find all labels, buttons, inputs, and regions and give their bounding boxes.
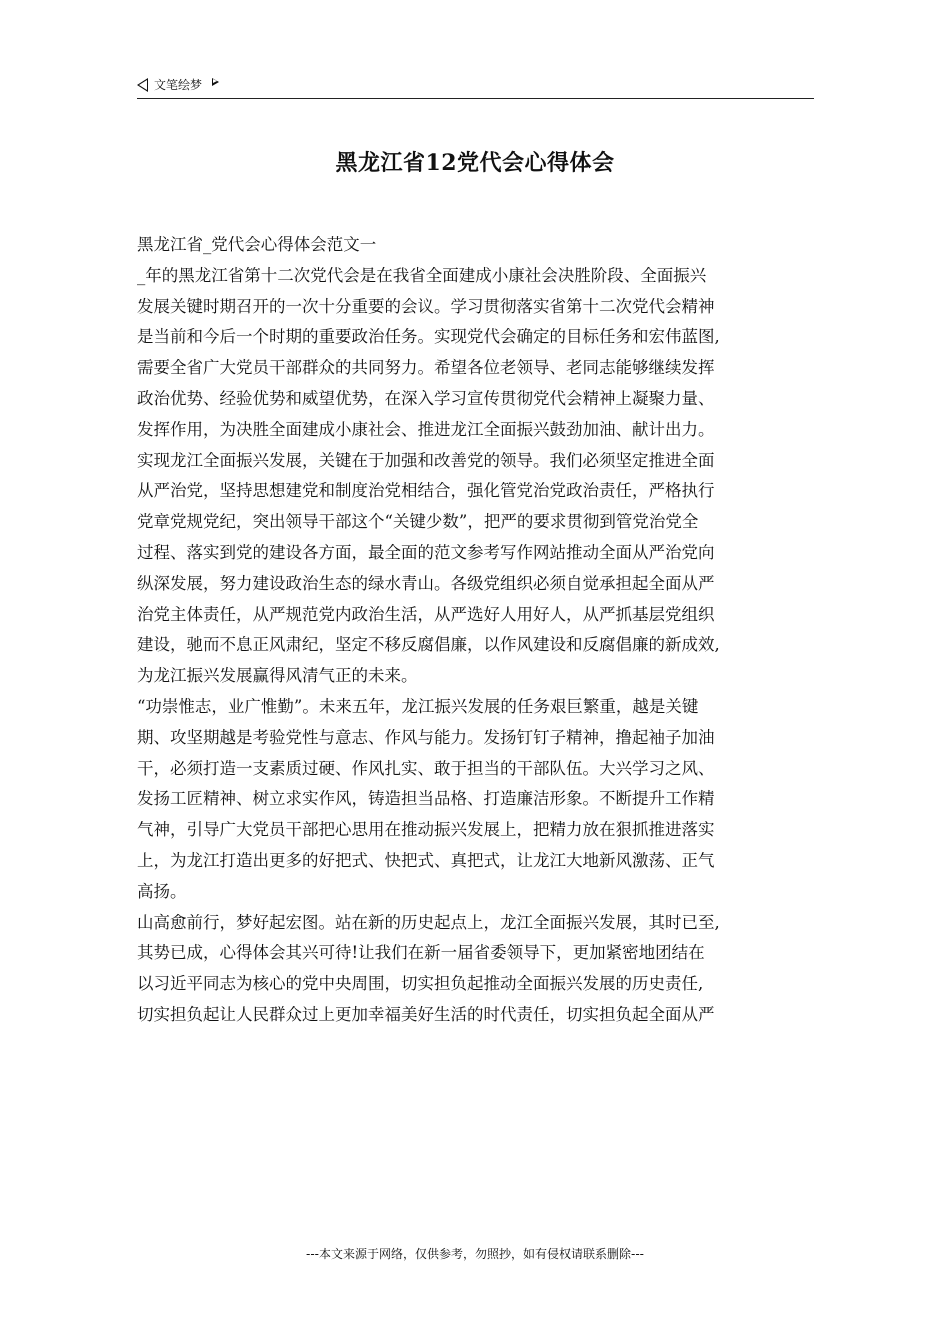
- body-text-line: 发展关键时期召开的一次十分重要的会议。学习贯彻落实省第十二次党代会精神: [137, 296, 715, 316]
- body-text-line: 为龙江振兴发展赢得风清气正的未来。: [137, 666, 418, 686]
- body-text-line: 上，为龙江打造出更多的好把式、快把式、真把式，让龙江大地新风激荡、正气: [137, 850, 715, 870]
- body-text-line: 建设，驰而不息正风肃纪，坚定不移反腐倡廉，以作风建设和反腐倡廉的新成效,: [137, 635, 720, 655]
- body-text-line: 发挥作用，为决胜全面建成小康社会、推进龙江全面振兴鼓劲加油、献计出力。: [137, 419, 715, 439]
- body-text-line: 气神，引导广大党员干部把心思用在推动振兴发展上，把精力放在狠抓推进落实: [137, 820, 715, 840]
- header-brand: [137, 76, 219, 93]
- body-text-line: 发扬工匠精神、树立求实作风，铸造担当品格、打造廉洁形象。不断提升工作精: [137, 789, 715, 809]
- triangle-right-icon: [212, 78, 219, 86]
- body-text-line: 黑龙江省_党代会心得体会范文一: [137, 235, 377, 254]
- body-text-line: 切实担负起让人民群众过上更加幸福美好生活的时代责任，切实担负起全面从严: [137, 1004, 715, 1024]
- body-text-line: 实现龙江全面振兴发展，关键在于加强和改善党的领导。我们必须坚定推进全面: [137, 450, 715, 470]
- body-text-line: 以习近平同志为核心的党中央周围，切实担负起推动全面振兴发展的历史责任,: [137, 974, 704, 994]
- body-text-line: 山高愈前行，梦好起宏图。站在新的历史起点上，龙江全面振兴发展，其时已至,: [137, 912, 720, 932]
- body-text-line: 纵深发展，努力建设政治生态的绿水青山。各级党组织必须自觉承担起全面从严: [137, 573, 715, 593]
- document-title: 黑龙江省12党代会心得体会: [335, 150, 615, 176]
- body-text-line: 需要全省广大党员干部群众的共同努力。希望各位老领导、老同志能够继续发挥: [137, 358, 715, 378]
- triangle-left-icon: [137, 78, 148, 92]
- body-text-line: 过程、落实到党的建设各方面，最全面的范文参考写作网站推动全面从严治党向: [137, 542, 715, 562]
- body-text-line: 政治优势、经验优势和威望优势，在深入学习宣传贯彻党代会精神上凝聚力量、: [137, 388, 715, 408]
- body-text-line: 期、攻坚期越是考验党性与意志、作风与能力。发扬钉钉子精神，撸起袖子加油: [137, 727, 715, 747]
- page-header: [137, 74, 814, 99]
- body-text-line: “功崇惟志，业广惟勤”。未来五年，龙江振兴发展的任务艰巨繁重，越是关键: [137, 696, 699, 716]
- page-footer: ---本文来源于网络，仅供参考，勿照抄，如有侵权请联系删除---: [306, 1247, 644, 1261]
- body-text-line: 治党主体责任，从严规范党内政治生活，从严选好人用好人，从严抓基层党组织: [137, 604, 715, 624]
- body-text-line: 其势已成，心得体会其兴可待!让我们在新一届省委领导下，更加紧密地团结在: [137, 943, 705, 963]
- body-text-line: _年的黑龙江省第十二次党代会是在我省全面建成小康社会决胜阶段、全面振兴: [137, 265, 707, 285]
- body-text-line: 是当前和今后一个时期的重要政治任务。实现党代会确定的目标任务和宏伟蓝图,: [137, 327, 720, 347]
- document-body: [137, 230, 817, 1031]
- body-text-line: 党章党规党纪，突出领导干部这个“关键少数”，把严的要求贯彻到管党治党全: [137, 512, 699, 532]
- body-text-line: 从严治党，坚持思想建党和制度治党相结合，强化管党治党政治责任，严格执行: [137, 481, 715, 501]
- body-text-line: 干，必须打造一支素质过硬、作风扎实、敢于担当的干部队伍。大兴学习之风、: [137, 758, 715, 778]
- body-text-line: 高扬。: [137, 881, 187, 901]
- header-brand-text: 文笔绘梦: [154, 78, 203, 92]
